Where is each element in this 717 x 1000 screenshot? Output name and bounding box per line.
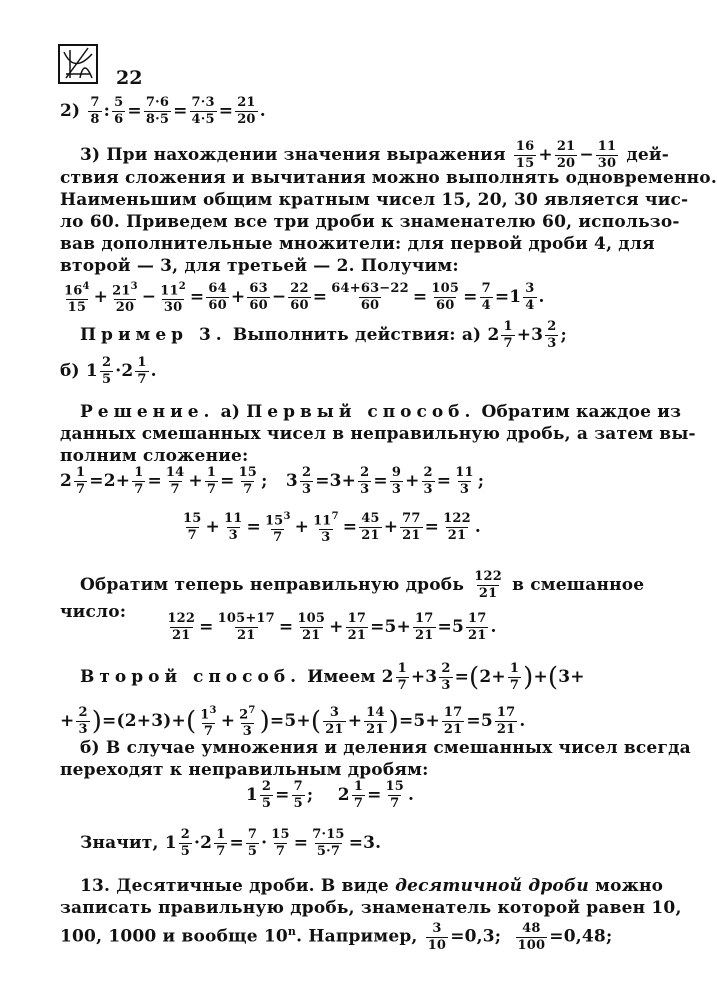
solution-line-1: Решение. а) Первый способ. Обратим каждое из bbox=[80, 402, 682, 422]
text-line: второй — 3, для третьей — 2. Получим: bbox=[60, 256, 459, 276]
text-line: вав дополнительные множители: для первой дроби 4, для bbox=[60, 234, 655, 254]
formula-line-3: 2 $\frac{1}{7}$ =2+ $\frac{1}{7}$ = $\frac{14}{7}$ + $\frac{1}{7}$ = $\frac{15}{7}$ ; 3 $\frac{2}{3}$ =3+ $\frac{2}{3}$ = $\frac{9}{3}$ + $\frac{2}{3}$ = $\frac{11}{3}$ ; bbox=[60, 465, 485, 497]
second-method-line-1: Второй способ. Имеем 2 $\frac{1}{7}$ +3 $\frac{2}{3}$ =(2+ $\frac{1}{7}$ )+(3+ bbox=[80, 661, 585, 693]
formula-line-5: $\frac{122}{21}$ = $\frac{105+17}{21}$ = $\frac{105}{21}$ + $\frac{17}{21}$ =5+ $\frac{17}{21}$ =5 $\frac{17}{21}$ . bbox=[167, 611, 497, 643]
paragraph-3-line-1: 3) При нахождении значения выражения $\frac{16}{15}$ + $\frac{21}{20}$ − $\frac{11}{30}$ дей- bbox=[80, 139, 670, 171]
graph-logo-icon bbox=[58, 44, 98, 84]
formula-line-1: 2) $\frac{7}{8}$ : $\frac{5}{6}$ = $\frac{7\cdot 6}{8\cdot 5}$ = $\frac{7\cdot 3}{4\cdot 5}$ = $\frac{21}{20}$ . bbox=[60, 95, 266, 127]
text-line: б) В случае умножения и деления смешанных чисел всегда bbox=[80, 738, 691, 758]
text-line: ло 60. Приведем все три дроби к знаменателю 60, использо- bbox=[60, 212, 680, 232]
text-line: число: bbox=[60, 602, 127, 622]
text-line: полним сложение: bbox=[60, 446, 249, 466]
text-line: данных смешанных чисел в неправильную дробь, а затем вы- bbox=[60, 424, 696, 444]
section-13-line-1: 13. Десятичные дроби. В виде десятичной дроби можно bbox=[80, 876, 664, 896]
text-line: переходят к неправильным дробям: bbox=[60, 760, 429, 780]
section-13-title: 13. Десятичные дроби. bbox=[80, 876, 315, 896]
formula-line-4: $\frac{15}{7}$ + $\frac{11}{3}$ = $\frac{15^3}{7}$ + $\frac{11^7}{3}$ = $\frac{45}{21}$ + $\frac{77}{21}$ = $\frac{122}{21}$ . bbox=[183, 511, 481, 546]
formula-line-7: Значит, 1 $\frac{2}{5}$ ·2 $\frac{1}{7}$ = $\frac{7}{5}$ · $\frac{15}{7}$ = $\frac{7\cdot 15}{5\cdot 7}$ =3. bbox=[80, 827, 382, 859]
text-line: записать правильную дробь, знаменатель которой равен 10, bbox=[60, 898, 682, 918]
text-line-improper: Обратим теперь неправильную дробь $\frac{122}{21}$ в смешанное bbox=[80, 569, 645, 601]
second-method-line-2: + $\frac{2}{3}$ )=(2+3)+( $\frac{1^3}{7}$ + $\frac{2^7}{3}$ )=5+( $\frac{3}{21}$ + $\frac{14}{21}$ )=5+ $\frac{17}{21}$ =5 $\frac{17}{21}$ . bbox=[60, 705, 526, 740]
example-3-b-line: б) 1 $\frac{2}{5}$ ·2 $\frac{1}{7}$ . bbox=[60, 355, 157, 387]
page-number: 22 bbox=[116, 67, 143, 89]
section-13-line-3: 100, 1000 и вообще 10$^n$. Например, $\frac{3}{10}$ =0,3; $\frac{48}{100}$ =0,48; bbox=[60, 920, 613, 953]
text-line: ствия сложения и вычитания можно выполнять одновременно. bbox=[60, 168, 717, 188]
example-3-line: Пример 3. Выполнить действия: а) 2 $\frac{1}{7}$ +3 $\frac{2}{3}$ ; bbox=[80, 319, 567, 351]
formula-line-2: $\frac{16^4}{15}$ + $\frac{21^3}{20}$ − $\frac{11^2}{30}$ = $\frac{64}{60}$ + $\frac{63}{60}$ − $\frac{22}{60}$ = $\frac{64+63-22}{60}$ = $\frac{105}{60}$ = $\frac{7}{4}$ =1 $\frac{3}{4}$ . bbox=[64, 281, 545, 316]
formula-line-6: 1 $\frac{2}{5}$ = $\frac{7}{5}$ ; 2 $\frac{1}{7}$ = $\frac{15}{7}$ . bbox=[245, 779, 415, 811]
text-line: Наименьшим общим кратным чисел 15, 20, 30 является чис- bbox=[60, 190, 689, 210]
